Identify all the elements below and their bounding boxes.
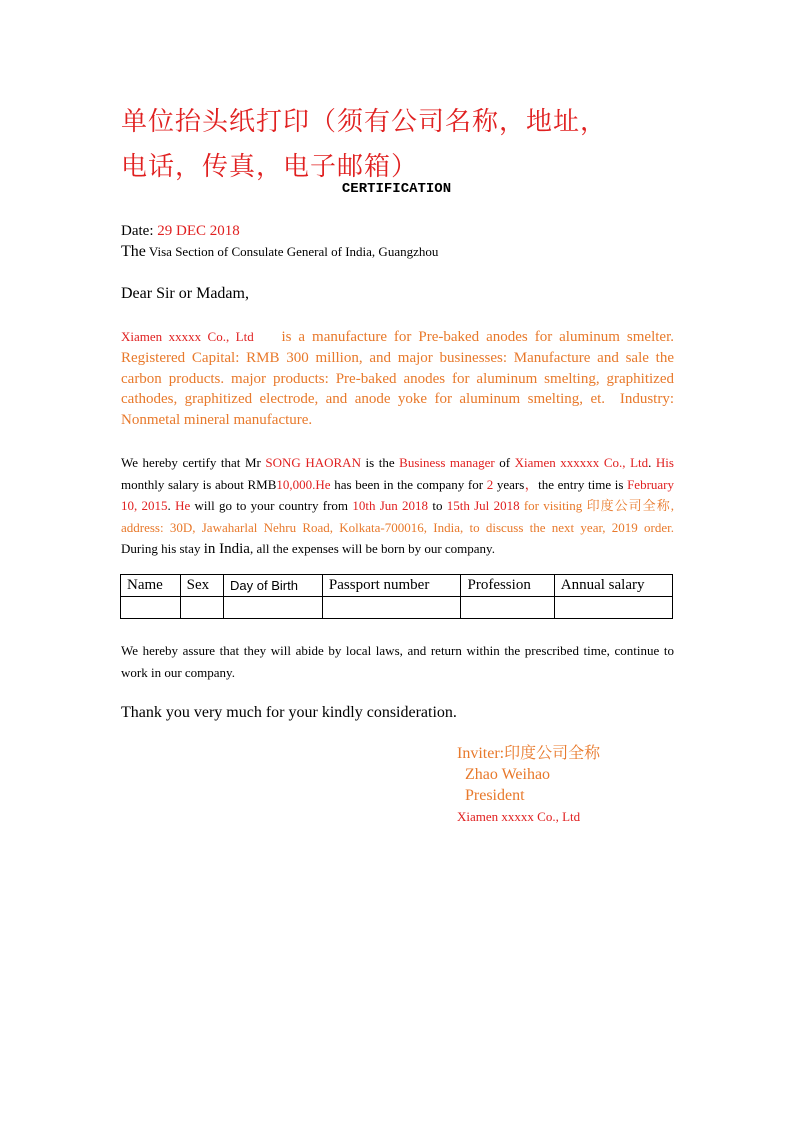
years-value: 2 [486, 476, 494, 492]
table-cell [224, 597, 323, 619]
cert-text: During his stay [121, 541, 204, 556]
signature-company: Xiamen xxxxx Co., Ltd [457, 809, 581, 824]
cert-text: monthly salary is about RMB [121, 476, 277, 492]
cert-text: of [494, 455, 515, 470]
travel-to-date: 15th Jul 2018 [446, 498, 520, 513]
cert-text: We hereby certify that Mr [121, 455, 266, 470]
recipient-the: The [121, 243, 146, 260]
cert-text: , all the expenses will be born by our company. [249, 541, 495, 556]
applicant-name: SONG HAORAN [265, 455, 361, 470]
table-cell [322, 597, 461, 619]
cert-text: is the [360, 455, 400, 470]
letterhead-placeholder [121, 100, 681, 190]
cert-text: . [167, 498, 176, 513]
letterhead-line-2: 电话，传真，电子邮箱） [121, 152, 419, 182]
cert-text: years [493, 476, 525, 492]
assurance-paragraph: We hereby assure that they will abide by local laws, and return within the prescribed time, continue to work in our company. [121, 643, 674, 680]
company-paragraph [121, 327, 678, 431]
certification-paragraph [121, 452, 674, 561]
signature-title: President [465, 787, 525, 804]
employer-name: Xiamen xxxxxx Co., Ltd [514, 455, 649, 470]
column-header-name: Name [121, 575, 181, 597]
recipient-name: Visa Section of Consulate General of India, Guangzhou [145, 244, 439, 259]
in-india: in India [203, 541, 250, 557]
column-header-day-of-birth: Day of Birth [224, 575, 323, 597]
table-cell [554, 597, 672, 619]
closing-thanks: Thank you very much for your kindly consideration. [121, 704, 457, 721]
signature-inviter: Inviter:印度公司全称 [457, 745, 601, 762]
recipient-line [121, 243, 438, 261]
document-title: CERTIFICATION [341, 181, 452, 197]
table-cell [180, 597, 223, 619]
date-label: Date: [121, 223, 158, 239]
company-description: is a manufacture for Pre-baked anodes for aluminum smelter. Registered Capital: RMB 300 million, and major businesses: Manufacture and sale the carbon products. major products: Pre-baked anodes for aluminum smelting, graphitized cathodes, graphitized electrode, and anode yoke for aluminum smelting, et. Industry: Nonmetal mineral manufacture. [121, 329, 678, 429]
travel-from-date: 10th Jun 2018 [352, 498, 429, 513]
date-value: 29 DEC 2018 [157, 223, 240, 239]
company-name: Xiamen xxxxx Co., Ltd [121, 329, 254, 344]
cert-text: . [648, 455, 656, 470]
signature-block [457, 743, 600, 827]
entry-date: February 10, 2015 [121, 476, 674, 513]
pronoun-he: He [175, 498, 191, 513]
table-cell [121, 597, 181, 619]
table-header-row [121, 575, 673, 597]
column-header-passport-number: Passport number [322, 575, 461, 597]
applicant-info-table [120, 574, 673, 619]
table-row [121, 597, 673, 619]
applicant-position: Business manager [399, 455, 495, 470]
cert-text: the entry time is [538, 476, 628, 492]
column-header-sex: Sex [180, 575, 223, 597]
date-line [121, 223, 240, 240]
visit-purpose: for visiting 印度公司全称, address: 30D, Jawaharlal Nehru Road, Kolkata-700016, India, to discuss the next year, 2019 order. [121, 498, 674, 535]
salutation: Dear Sir or Madam, [121, 285, 249, 302]
cert-comma: ， [524, 476, 539, 492]
table-cell [461, 597, 554, 619]
cert-text: will go to your country from [190, 498, 353, 513]
cert-text: has been in the company for [330, 476, 487, 492]
column-header-profession: Profession [461, 575, 554, 597]
cert-text: to [428, 498, 447, 513]
pronoun-his: His [655, 455, 674, 470]
salary-value: 10,000.He [276, 476, 331, 492]
column-header-annual-salary: Annual salary [554, 575, 672, 597]
letterhead-line-1: 单位抬头纸打印（须有公司名称，地址， [121, 107, 608, 137]
signature-name: Zhao Weihao [465, 766, 551, 783]
